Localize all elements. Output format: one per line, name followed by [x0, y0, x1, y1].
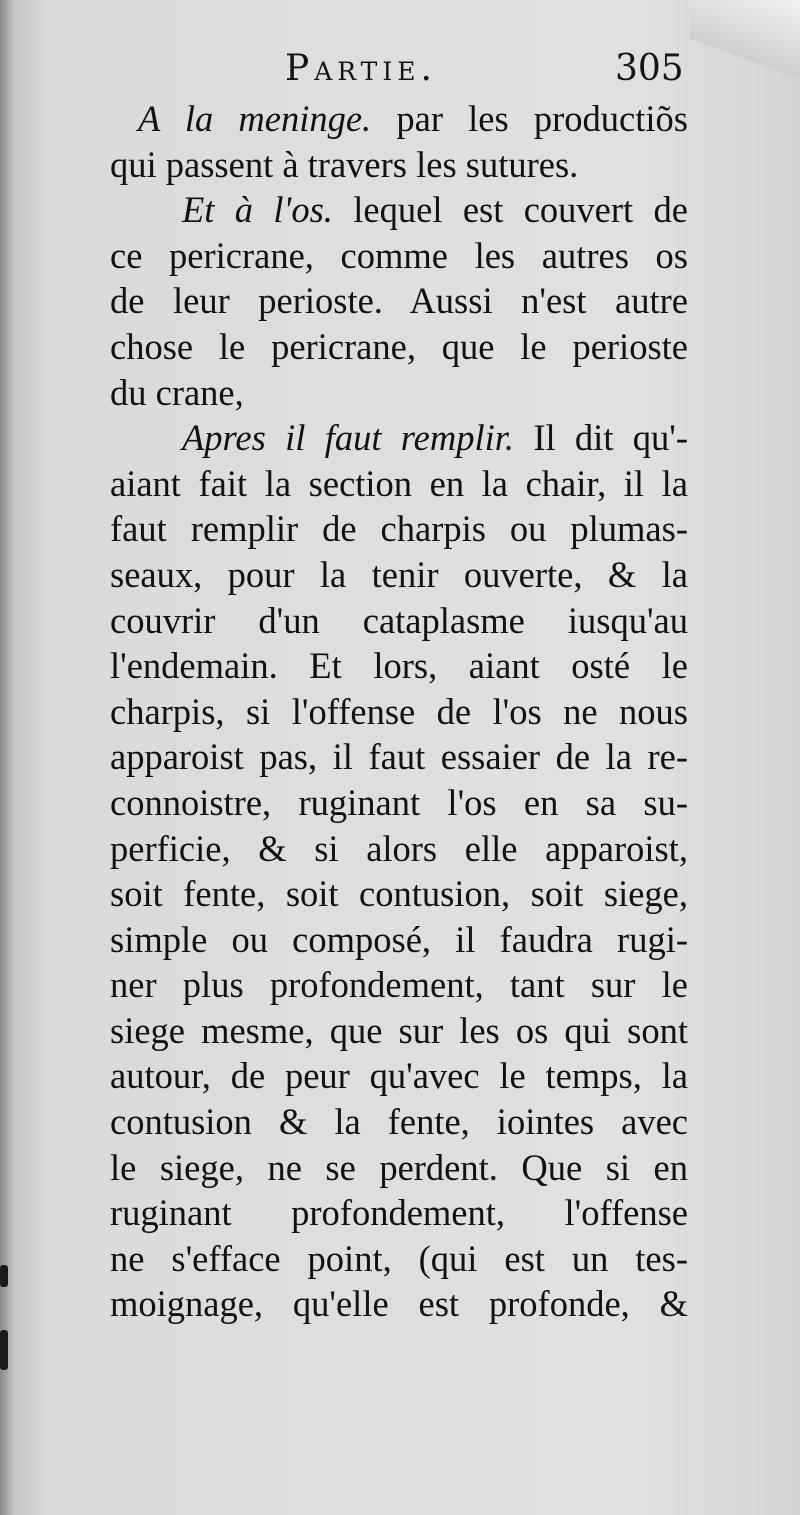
text-line — [110, 552, 688, 598]
text-line — [110, 1190, 688, 1236]
text-segment: ne s'efface point, (qui est un tes- — [110, 1237, 688, 1279]
text-line — [110, 324, 688, 370]
text-segment: ner plus profondement, tant sur le — [110, 964, 688, 1006]
text-line — [110, 1099, 688, 1145]
text-line — [110, 506, 688, 552]
text-line — [110, 917, 688, 963]
text-segment: qui passent à travers les sutures. — [110, 143, 579, 185]
text-line — [110, 826, 688, 872]
text-segment: de leur perioste. Aussi n'est autre — [110, 280, 688, 322]
text-line — [110, 96, 688, 142]
text-segment: du crane, — [110, 371, 244, 413]
italic-lemma: Et à l'os. — [182, 189, 333, 231]
text-segment: connoistre, ruginant l'os en sa su- — [110, 781, 688, 823]
running-head: Partie. — [285, 48, 437, 89]
text-line — [110, 415, 688, 461]
text-segment: Il dit qu'- — [514, 417, 688, 459]
page-header — [0, 48, 800, 98]
text-segment: faut remplir de charpis ou plumas- — [110, 508, 688, 550]
text-segment: ruginant profondement, l'offense — [110, 1192, 688, 1234]
text-segment: soit fente, soit contusion, soit siege, — [110, 873, 688, 915]
text-line — [110, 278, 688, 324]
text-segment: perficie, & si alors elle apparoist, — [110, 827, 688, 869]
text-line — [110, 780, 688, 826]
text-line — [110, 370, 688, 416]
text-segment: simple ou composé, il faudra rugi- — [110, 918, 688, 960]
text-line — [110, 187, 688, 233]
text-line — [110, 1053, 688, 1099]
text-line — [110, 461, 688, 507]
text-line — [110, 1281, 688, 1327]
text-segment: autour, de peur qu'avec le temps, la — [110, 1055, 688, 1097]
text-segment: seaux, pour la tenir ouverte, & la — [110, 553, 688, 595]
ink-blot — [0, 1330, 8, 1370]
text-segment: ce pericrane, comme les autres os — [110, 234, 688, 276]
text-segment: aiant fait la section en la chair, il la — [110, 462, 688, 504]
text-segment: moignage, qu'elle est profonde, & — [110, 1283, 688, 1325]
text-line — [110, 643, 688, 689]
text-line — [110, 598, 688, 644]
text-line — [110, 1236, 688, 1282]
page-gutter-shadow — [0, 0, 14, 1515]
text-segment: lequel est couvert de — [332, 189, 688, 231]
text-line — [110, 142, 688, 188]
text-line — [110, 871, 688, 917]
text-segment: le siege, ne se perdent. Que si en — [110, 1146, 688, 1188]
text-line — [110, 1145, 688, 1191]
text-line — [110, 734, 688, 780]
text-line — [110, 1008, 688, 1054]
text-segment: chose le pericrane, que le perioste — [110, 325, 688, 367]
text-line — [110, 233, 688, 279]
italic-lemma: Apres il faut remplir. — [182, 417, 515, 459]
page-number: 305 — [615, 48, 684, 89]
ink-blot — [0, 1265, 8, 1287]
text-segment: couvrir d'un cataplasme iusqu'au — [110, 599, 688, 641]
text-segment: par les productiõs — [371, 98, 688, 139]
text-line — [110, 689, 688, 735]
text-segment: l'endemain. Et lors, aiant osté le — [110, 645, 688, 687]
text-segment: siege mesme, que sur les os qui sont — [110, 1009, 688, 1051]
text-line — [110, 962, 688, 1008]
text-segment: apparoist pas, il faut essaier de la re- — [110, 736, 688, 778]
text-segment: charpis, si l'offense de l'os ne nous — [110, 690, 688, 732]
italic-lemma: A la meninge. — [138, 98, 372, 139]
text-segment: contusion & la fente, iointes avec — [110, 1101, 688, 1143]
body-text — [110, 96, 688, 1327]
